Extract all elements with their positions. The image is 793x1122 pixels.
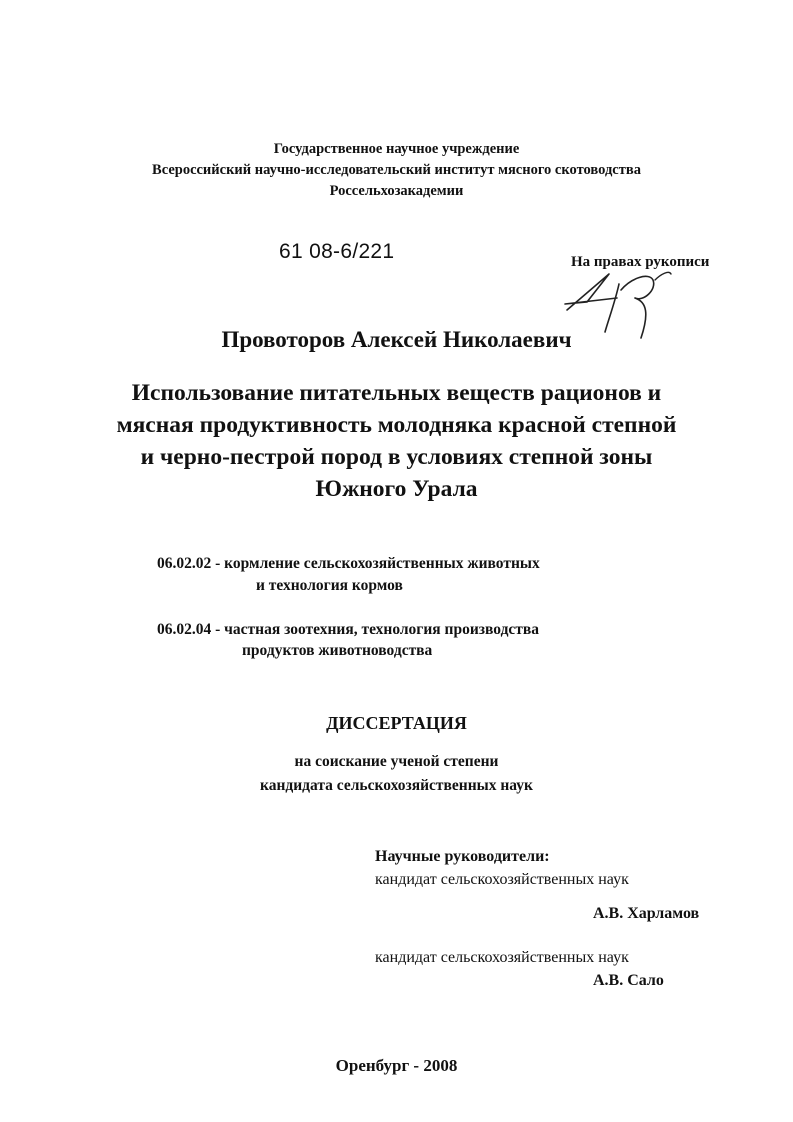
signature-stroke-1 — [565, 274, 617, 310]
author-name: Провоторов Алексей Николаевич — [221, 327, 572, 352]
institution-line-2: Всероссийский научно-исследовательский институт мясного скотоводства — [152, 162, 641, 178]
document-type: ДИССЕРТАЦИЯ — [326, 713, 467, 733]
supervisor-2-name: А.В. Сало — [593, 972, 664, 989]
degree-line-2: кандидата сельскохозяйственных наук — [260, 777, 533, 794]
specialty-1-line-2: и технология кормов — [256, 577, 403, 594]
specialty-2-line-2: продуктов животноводства — [242, 642, 433, 659]
signature-stroke-4 — [655, 272, 671, 280]
supervisor-2-degree: кандидат сельскохозяйственных наук — [375, 949, 629, 966]
title-line-4: Южного Урала — [315, 476, 478, 502]
specialty-1-line-1: 06.02.02 - кормление сельскохозяйственных животных — [157, 555, 540, 572]
title-line-1: Использование питательных веществ рационов и — [131, 380, 662, 406]
signature-stroke-2 — [605, 284, 619, 332]
title-line-3: и черно-пестрой пород в условиях степной зоны — [140, 444, 653, 470]
degree-line-1: на соискание ученой степени — [294, 753, 499, 770]
institution-line-3: Россельхозакадемии — [329, 183, 464, 199]
specialty-2-line-1: 06.02.04 - частная зоотехния, технология производства — [157, 621, 540, 638]
institution-line-1: Государственное научное учреждение — [273, 141, 520, 157]
manuscript-note: На правах рукописи — [571, 254, 710, 270]
supervisor-1-name: А.В. Харламов — [593, 905, 700, 922]
archive-code: 61 08-6/221 — [279, 240, 395, 263]
supervisor-1-degree: кандидат сельскохозяйственных наук — [375, 871, 629, 888]
place-year: Оренбург - 2008 — [335, 1056, 458, 1075]
supervisors-heading: Научные руководители: — [375, 848, 550, 865]
title-line-2: мясная продуктивность молодняка красной степной — [116, 412, 677, 438]
